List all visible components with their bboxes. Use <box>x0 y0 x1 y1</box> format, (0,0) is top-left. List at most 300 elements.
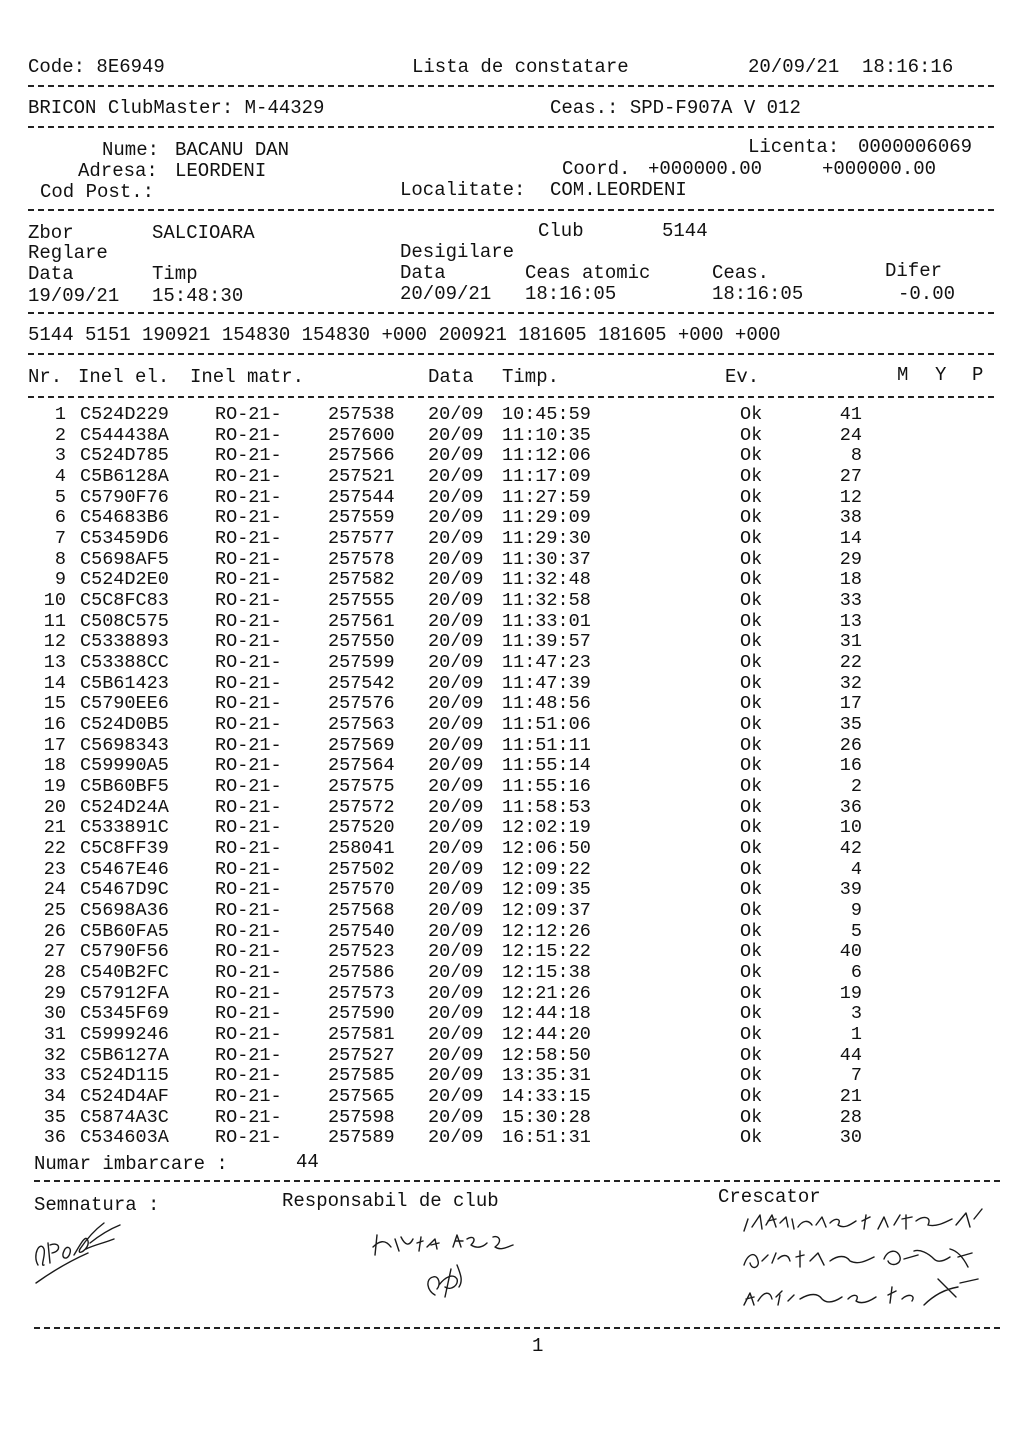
cell-time: 12:02:19 <box>502 817 591 839</box>
cell-ev: Ok <box>740 590 763 612</box>
cell-pos: 10 <box>839 817 862 839</box>
cell-pos: 36 <box>839 796 862 818</box>
cell-time: 12:09:35 <box>502 879 591 901</box>
cell-date: 20/09 <box>428 982 484 1004</box>
cell-date: 20/09 <box>428 693 484 715</box>
cell-pos: 39 <box>839 879 862 901</box>
cell-num: 257538 <box>328 404 395 425</box>
table-row <box>0 777 1024 798</box>
cell-date: 20/09 <box>428 404 484 425</box>
owner-locality: COM.LEORDENI <box>550 179 687 201</box>
cell-ring: C53459D6 <box>80 528 169 550</box>
cell-ring: C533891C <box>80 817 169 839</box>
cell-ro: RO-21- <box>215 1127 282 1149</box>
cell-ring: C5B6127A <box>80 1044 169 1066</box>
cell-ring: C5B60FA5 <box>80 920 169 942</box>
table-row <box>0 839 1024 860</box>
cell-nr: 24 <box>43 879 66 901</box>
cell-ev: Ok <box>740 631 763 653</box>
cell-ro: RO-21- <box>215 1044 282 1066</box>
cell-time: 11:47:39 <box>502 672 591 694</box>
cell-pos: 17 <box>839 693 862 715</box>
table-row <box>0 446 1024 467</box>
cell-date: 20/09 <box>428 900 484 922</box>
cell-ev: Ok <box>740 714 763 736</box>
cell-num: 257540 <box>328 920 395 942</box>
cell-time: 11:17:09 <box>502 466 591 487</box>
cell-num: 257573 <box>328 982 395 1004</box>
cell-ev: Ok <box>740 1024 763 1046</box>
cell-num: 257569 <box>328 734 395 756</box>
table-row <box>0 860 1024 881</box>
col-m: M <box>897 364 909 386</box>
breeder-label: Crescator <box>718 1186 821 1208</box>
cell-ev: Ok <box>740 1065 763 1087</box>
cell-time: 12:12:26 <box>502 920 591 942</box>
cell-ro: RO-21- <box>215 424 282 446</box>
postcode-label: Cod Post.: <box>40 181 155 203</box>
cell-time: 11:32:48 <box>502 569 591 591</box>
cell-date: 20/09 <box>428 858 484 880</box>
cell-time: 15:30:28 <box>502 1106 591 1128</box>
cell-pos: 19 <box>839 982 862 1004</box>
cell-num: 258041 <box>328 838 395 860</box>
code-line: 5144 5151 190921 154830 154830 +000 200921 181605 181605 +000 +000 <box>28 324 781 346</box>
col-timp: Timp. <box>502 366 560 388</box>
cell-pos: 18 <box>839 569 862 591</box>
cell-date: 20/09 <box>428 507 484 529</box>
cell-ring: C5790F56 <box>80 941 169 963</box>
cell-ev: Ok <box>740 900 763 922</box>
cell-ring: C524D4AF <box>80 1086 169 1108</box>
cell-num: 257561 <box>328 610 395 632</box>
cell-date: 20/09 <box>428 548 484 570</box>
cell-pos: 42 <box>839 838 862 860</box>
club-number: 5144 <box>662 220 708 242</box>
cell-ev: Ok <box>740 796 763 818</box>
table-row <box>0 508 1024 529</box>
cell-date: 20/09 <box>428 796 484 818</box>
cell-time: 11:29:09 <box>502 507 591 529</box>
cell-ev: Ok <box>740 776 763 798</box>
table-row <box>0 653 1024 674</box>
cell-pos: 38 <box>839 507 862 529</box>
cell-ev: Ok <box>740 548 763 570</box>
table-row <box>0 818 1024 839</box>
cell-date: 20/09 <box>428 631 484 653</box>
cell-time: 12:09:22 <box>502 858 591 880</box>
embark-label: Numar imbarcare : <box>34 1153 228 1175</box>
col-p: P <box>972 364 984 386</box>
cell-ev: Ok <box>740 528 763 550</box>
cell-date: 20/09 <box>428 590 484 612</box>
cell-ro: RO-21- <box>215 569 282 591</box>
cell-ro: RO-21- <box>215 652 282 674</box>
cell-pos: 9 <box>850 900 862 922</box>
cell-ro: RO-21- <box>215 796 282 818</box>
cell-num: 257586 <box>328 962 395 984</box>
cell-num: 257599 <box>328 652 395 674</box>
cell-ev: Ok <box>740 404 763 425</box>
coord-label: Coord. <box>562 158 631 180</box>
cell-pos: 1 <box>850 1024 862 1046</box>
cell-num: 257566 <box>328 445 395 467</box>
cell-ro: RO-21- <box>215 734 282 756</box>
cell-ring: C524D785 <box>80 445 169 467</box>
cell-ring: C5338893 <box>80 631 169 653</box>
divider <box>28 353 994 355</box>
cell-ring: C59990A5 <box>80 755 169 777</box>
cell-date: 20/09 <box>428 1003 484 1025</box>
table-row <box>0 674 1024 695</box>
difference-label: Difer <box>885 260 943 282</box>
cell-ev: Ok <box>740 920 763 942</box>
cell-ev: Ok <box>740 858 763 880</box>
cell-pos: 6 <box>850 962 862 984</box>
cell-ev: Ok <box>740 838 763 860</box>
cell-time: 10:45:59 <box>502 404 591 425</box>
cell-ro: RO-21- <box>215 1024 282 1046</box>
cell-num: 257521 <box>328 466 395 487</box>
table-row <box>0 922 1024 943</box>
cell-ev: Ok <box>740 755 763 777</box>
cell-pos: 41 <box>839 404 862 425</box>
cell-ev: Ok <box>740 1106 763 1128</box>
cell-ro: RO-21- <box>215 714 282 736</box>
club-label: Club <box>538 220 584 242</box>
cell-ring: C524D229 <box>80 404 169 425</box>
cell-date: 20/09 <box>428 714 484 736</box>
cell-ro: RO-21- <box>215 879 282 901</box>
cell-ring: C5790EE6 <box>80 693 169 715</box>
cell-pos: 4 <box>850 858 862 880</box>
cell-num: 257590 <box>328 1003 395 1025</box>
cell-time: 11:51:06 <box>502 714 591 736</box>
cell-num: 257520 <box>328 817 395 839</box>
divider <box>28 85 994 87</box>
des-date-label: Data <box>400 262 446 284</box>
col-y: Y <box>935 364 947 386</box>
desigilare-label: Desigilare <box>400 241 515 263</box>
cell-pos: 8 <box>850 445 862 467</box>
cell-time: 11:32:58 <box>502 590 591 612</box>
cell-ro: RO-21- <box>215 962 282 984</box>
code-label: Code: 8E6949 <box>28 56 165 78</box>
name-label: Nume: <box>102 139 160 161</box>
cell-ring: C5790F76 <box>80 486 169 508</box>
cell-time: 12:58:50 <box>502 1044 591 1066</box>
cell-ro: RO-21- <box>215 610 282 632</box>
cell-pos: 31 <box>839 631 862 653</box>
cell-ro: RO-21- <box>215 755 282 777</box>
cell-ro: RO-21- <box>215 776 282 798</box>
cell-nr: 4 <box>54 466 66 487</box>
cell-date: 20/09 <box>428 424 484 446</box>
cell-num: 257589 <box>328 1127 395 1149</box>
cell-ev: Ok <box>740 941 763 963</box>
cell-num: 257565 <box>328 1086 395 1108</box>
table-row <box>0 1025 1024 1046</box>
cell-pos: 5 <box>850 920 862 942</box>
breeder-signatures <box>738 1205 1008 1325</box>
cell-pos: 22 <box>839 652 862 674</box>
cell-nr: 3 <box>54 445 66 467</box>
cell-time: 11:27:59 <box>502 486 591 508</box>
cell-ro: RO-21- <box>215 920 282 942</box>
cell-ro: RO-21- <box>215 838 282 860</box>
table-row <box>0 798 1024 819</box>
cell-ring: C5345F69 <box>80 1003 169 1025</box>
clubmaster-id: BRICON ClubMaster: M-44329 <box>28 97 325 119</box>
cell-date: 20/09 <box>428 734 484 756</box>
reg-date-label: Data <box>28 263 74 285</box>
cell-ring: C5C8FC83 <box>80 590 169 612</box>
cell-num: 257600 <box>328 424 395 446</box>
club-responsible-label: Responsabil de club <box>282 1190 499 1212</box>
cell-ev: Ok <box>740 1086 763 1108</box>
cell-num: 257542 <box>328 672 395 694</box>
cell-num: 257581 <box>328 1024 395 1046</box>
cell-ev: Ok <box>740 1003 763 1025</box>
cell-time: 14:33:15 <box>502 1086 591 1108</box>
cell-date: 20/09 <box>428 569 484 591</box>
cell-date: 20/09 <box>428 879 484 901</box>
cell-pos: 26 <box>839 734 862 756</box>
cell-pos: 16 <box>839 755 862 777</box>
table-row <box>0 550 1024 571</box>
zbor-label: Zbor <box>28 222 74 244</box>
cell-nr: 25 <box>43 900 66 922</box>
cell-ro: RO-21- <box>215 548 282 570</box>
reg-time: 15:48:30 <box>152 285 244 307</box>
cell-date: 20/09 <box>428 962 484 984</box>
divider <box>28 396 994 398</box>
cell-ev: Ok <box>740 962 763 984</box>
des-atomic-time: 18:16:05 <box>525 283 617 305</box>
cell-pos: 2 <box>850 776 862 798</box>
col-inel-el: Inel el. <box>78 366 170 388</box>
cell-pos: 7 <box>850 1065 862 1087</box>
table-row <box>0 612 1024 633</box>
cell-date: 20/09 <box>428 610 484 632</box>
owner-name: BACANU DAN <box>175 139 290 161</box>
cell-date: 20/09 <box>428 486 484 508</box>
cell-num: 257544 <box>328 486 395 508</box>
cell-date: 20/09 <box>428 1044 484 1066</box>
cell-num: 257570 <box>328 879 395 901</box>
cell-num: 257577 <box>328 528 395 550</box>
cell-ring: C5B61423 <box>80 672 169 694</box>
cell-num: 257598 <box>328 1106 395 1128</box>
cell-ring: C5B60BF5 <box>80 776 169 798</box>
cell-date: 20/09 <box>428 1127 484 1149</box>
cell-num: 257550 <box>328 631 395 653</box>
table-row <box>0 1046 1024 1067</box>
divider <box>34 1327 1000 1329</box>
table-row <box>0 591 1024 612</box>
cell-time: 11:29:30 <box>502 528 591 550</box>
cell-nr: 13 <box>43 652 66 674</box>
cell-num: 257582 <box>328 569 395 591</box>
table-row <box>0 901 1024 922</box>
cell-nr: 35 <box>43 1106 66 1128</box>
cell-nr: 17 <box>43 734 66 756</box>
des-date: 20/09/21 <box>400 283 492 305</box>
address-label: Adresa: <box>78 160 158 182</box>
table-row <box>0 1128 1024 1149</box>
cell-ev: Ok <box>740 424 763 446</box>
cell-ro: RO-21- <box>215 404 282 425</box>
cell-date: 20/09 <box>428 941 484 963</box>
cell-ro: RO-21- <box>215 1086 282 1108</box>
cell-time: 11:33:01 <box>502 610 591 632</box>
cell-nr: 1 <box>54 404 66 425</box>
cell-ev: Ok <box>740 1127 763 1149</box>
signature-label: Semnatura : <box>34 1194 160 1216</box>
cell-pos: 3 <box>850 1003 862 1025</box>
cell-time: 11:51:11 <box>502 734 591 756</box>
cell-nr: 26 <box>43 920 66 942</box>
cell-pos: 21 <box>839 1086 862 1108</box>
divider <box>34 1180 1000 1182</box>
reg-date: 19/09/21 <box>28 285 120 307</box>
difference-value: -0.00 <box>898 283 956 305</box>
des-clock-time: 18:16:05 <box>712 283 804 305</box>
cell-time: 11:10:35 <box>502 424 591 446</box>
table-row <box>0 942 1024 963</box>
cell-ro: RO-21- <box>215 858 282 880</box>
cell-num: 257563 <box>328 714 395 736</box>
cell-time: 12:44:20 <box>502 1024 591 1046</box>
cell-nr: 9 <box>54 569 66 591</box>
owner-address: LEORDENI <box>175 160 267 182</box>
cell-ring: C524D24A <box>80 796 169 818</box>
cell-time: 12:09:37 <box>502 900 591 922</box>
cell-date: 20/09 <box>428 838 484 860</box>
table-row <box>0 529 1024 550</box>
table-row <box>0 488 1024 509</box>
cell-time: 11:58:53 <box>502 796 591 818</box>
cell-ring: C540B2FC <box>80 962 169 984</box>
cell-ev: Ok <box>740 982 763 1004</box>
cell-ev: Ok <box>740 466 763 487</box>
cell-nr: 5 <box>54 486 66 508</box>
signature-scribble <box>30 1215 150 1290</box>
table-row <box>0 963 1024 984</box>
table-row <box>0 756 1024 777</box>
reg-time-label: Timp <box>152 263 198 285</box>
cell-nr: 34 <box>43 1086 66 1108</box>
page-number: 1 <box>532 1335 544 1357</box>
clock-label: Ceas. <box>712 262 770 284</box>
cell-ring: C5698AF5 <box>80 548 169 570</box>
table-row <box>0 715 1024 736</box>
cell-nr: 10 <box>43 590 66 612</box>
cell-ring: C5B6128A <box>80 466 169 487</box>
cell-date: 20/09 <box>428 1106 484 1128</box>
licence-label: Licenta: <box>748 136 840 158</box>
table-row <box>0 736 1024 757</box>
cell-pos: 30 <box>839 1127 862 1149</box>
table-row <box>0 467 1024 488</box>
cell-nr: 7 <box>54 528 66 550</box>
cell-ring: C5698A36 <box>80 900 169 922</box>
club-responsible-signature <box>365 1225 525 1305</box>
cell-time: 11:55:14 <box>502 755 591 777</box>
cell-ro: RO-21- <box>215 1065 282 1087</box>
cell-ring: C524D2E0 <box>80 569 169 591</box>
cell-ro: RO-21- <box>215 672 282 694</box>
divider <box>28 126 994 128</box>
cell-ro: RO-21- <box>215 817 282 839</box>
cell-ring: C5999246 <box>80 1024 169 1046</box>
cell-nr: 30 <box>43 1003 66 1025</box>
cell-num: 257572 <box>328 796 395 818</box>
cell-pos: 14 <box>839 528 862 550</box>
cell-num: 257555 <box>328 590 395 612</box>
locality-label: Localitate: <box>400 179 526 201</box>
cell-nr: 20 <box>43 796 66 818</box>
cell-nr: 6 <box>54 507 66 529</box>
cell-ring: C54683B6 <box>80 507 169 529</box>
cell-num: 257502 <box>328 858 395 880</box>
cell-pos: 40 <box>839 941 862 963</box>
cell-date: 20/09 <box>428 776 484 798</box>
embark-count: 44 <box>296 1151 319 1173</box>
table-row <box>0 984 1024 1005</box>
cell-pos: 13 <box>839 610 862 632</box>
cell-ev: Ok <box>740 610 763 632</box>
cell-ring: C5467D9C <box>80 879 169 901</box>
cell-nr: 15 <box>43 693 66 715</box>
cell-nr: 36 <box>43 1127 66 1149</box>
cell-ev: Ok <box>740 879 763 901</box>
cell-ro: RO-21- <box>215 1003 282 1025</box>
cell-time: 13:35:31 <box>502 1065 591 1087</box>
cell-time: 11:30:37 <box>502 548 591 570</box>
licence-number: 0000006069 <box>858 136 973 158</box>
cell-ring: C53388CC <box>80 652 169 674</box>
cell-num: 257575 <box>328 776 395 798</box>
cell-nr: 31 <box>43 1024 66 1046</box>
cell-num: 257585 <box>328 1065 395 1087</box>
cell-ro: RO-21- <box>215 590 282 612</box>
cell-time: 16:51:31 <box>502 1127 591 1149</box>
table-row <box>0 426 1024 447</box>
cell-time: 11:48:56 <box>502 693 591 715</box>
table-row <box>0 694 1024 715</box>
cell-ro: RO-21- <box>215 507 282 529</box>
cell-date: 20/09 <box>428 920 484 942</box>
cell-num: 257527 <box>328 1044 395 1066</box>
cell-ro: RO-21- <box>215 486 282 508</box>
cell-pos: 44 <box>839 1044 862 1066</box>
cell-ev: Ok <box>740 652 763 674</box>
cell-date: 20/09 <box>428 1086 484 1108</box>
cell-time: 12:15:22 <box>502 941 591 963</box>
cell-ro: RO-21- <box>215 631 282 653</box>
cell-ring: C544438A <box>80 424 169 446</box>
col-nr: Nr. <box>28 366 63 388</box>
cell-ring: C57912FA <box>80 982 169 1004</box>
table-row <box>0 405 1024 426</box>
cell-ring: C5698343 <box>80 734 169 756</box>
coord-lat: +000000.00 <box>648 158 763 180</box>
table-row <box>0 632 1024 653</box>
cell-num: 257576 <box>328 693 395 715</box>
cell-nr: 33 <box>43 1065 66 1087</box>
cell-num: 257523 <box>328 941 395 963</box>
